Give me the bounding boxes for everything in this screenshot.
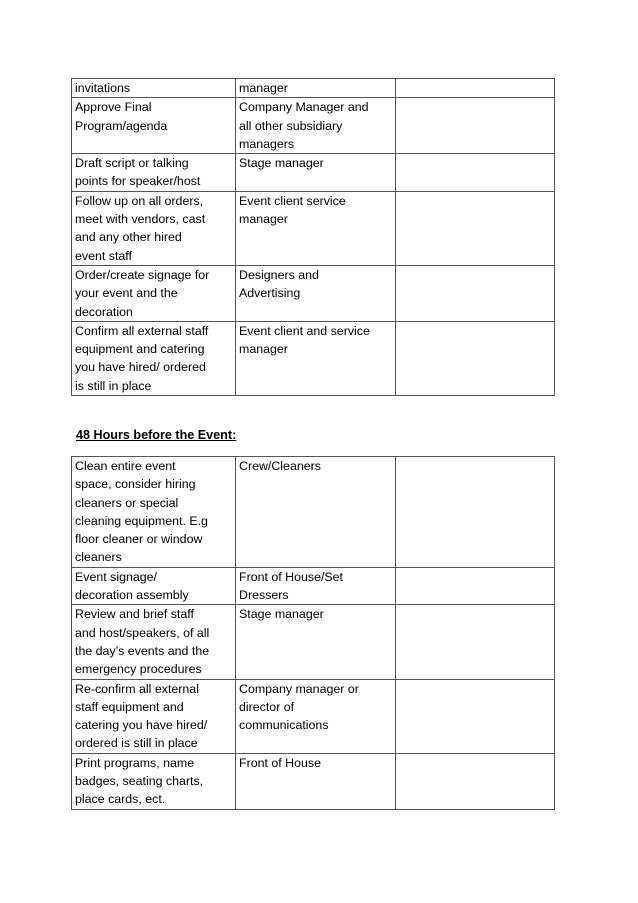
responsible-cell	[236, 191, 396, 265]
notes-cell	[396, 457, 555, 568]
table-row	[72, 457, 555, 568]
task-text: Clean entire event space, consider hiring cleaners or special cleaning equipment. E.g floor cleaner or window cleaners	[75, 459, 208, 565]
task-cell	[72, 679, 236, 753]
responsible-cell	[236, 98, 396, 154]
responsible-cell	[236, 457, 396, 568]
task-cell	[72, 567, 236, 605]
notes-cell	[396, 98, 555, 154]
responsible-text: Front of House/Set Dressers	[239, 569, 343, 603]
responsible-cell	[236, 753, 396, 809]
task-text: invitations	[75, 81, 131, 95]
task-text: Approve Final Program/agenda	[75, 100, 168, 133]
table-row	[72, 265, 555, 321]
task-text: Order/create signage for your event and the decoration	[75, 267, 210, 319]
task-cell	[72, 191, 236, 265]
section-heading: 48 Hours before the Event:	[76, 428, 237, 442]
responsible-cell	[236, 567, 396, 605]
responsible-text: Company manager or director of communications	[239, 681, 359, 733]
responsible-cell	[236, 679, 396, 753]
task-table-1	[71, 78, 555, 396]
task-table-2	[71, 456, 555, 810]
notes-cell	[396, 567, 555, 605]
task-text: Confirm all external staff equipment and catering you have hired/ ordered is still in place	[75, 323, 209, 393]
responsible-cell	[236, 265, 396, 321]
task-cell	[72, 79, 236, 98]
responsible-text: Stage manager	[239, 156, 324, 171]
notes-cell	[396, 605, 555, 679]
table-row	[72, 679, 555, 753]
notes-cell	[396, 191, 555, 265]
responsible-cell	[236, 154, 396, 192]
responsible-text: manager	[239, 81, 288, 95]
notes-cell	[396, 753, 555, 809]
notes-cell	[396, 321, 555, 395]
responsible-cell	[236, 321, 396, 395]
task-cell	[72, 605, 236, 679]
task-cell	[72, 321, 236, 395]
task-cell	[72, 98, 236, 154]
task-cell	[72, 154, 236, 192]
notes-cell	[396, 154, 555, 192]
notes-cell	[396, 265, 555, 321]
table-row	[72, 191, 555, 265]
responsible-text: Company Manager and all other subsidiary managers	[239, 100, 369, 151]
responsible-text: Crew/Cleaners	[239, 459, 321, 473]
task-text: Print programs, name badges, seating charts, place cards, ect.	[75, 755, 204, 807]
table-row	[72, 605, 555, 679]
notes-cell	[396, 679, 555, 753]
task-text: Re-confirm all external staff equipment and catering you have hired/ ordered is still in place	[75, 681, 208, 751]
notes-cell	[396, 79, 555, 98]
task-cell	[72, 457, 236, 568]
task-text: Event signage/ decoration assembly	[75, 569, 189, 603]
responsible-cell	[236, 605, 396, 679]
responsible-text: Front of House	[239, 755, 321, 770]
task-cell	[72, 265, 236, 321]
table-row	[72, 79, 555, 98]
responsible-text: Event client and service manager	[239, 323, 370, 357]
task-cell	[72, 753, 236, 809]
responsible-text: Designers and Advertising	[239, 267, 319, 301]
responsible-text: Stage manager	[239, 607, 324, 622]
table-row	[72, 154, 555, 192]
table-row	[72, 567, 555, 605]
table-row	[72, 753, 555, 809]
table-row	[72, 98, 555, 154]
task-text: Draft script or talking points for speaker/host	[75, 156, 201, 189]
task-text: Follow up on all orders, meet with vendors, cast and any other hired event staff	[75, 193, 206, 263]
responsible-text: Event client service manager	[239, 193, 346, 227]
responsible-cell	[236, 79, 396, 98]
table-row	[72, 321, 555, 395]
task-text: Review and brief staff and host/speakers, of all the day’s events and the emergency procedures	[75, 607, 210, 677]
